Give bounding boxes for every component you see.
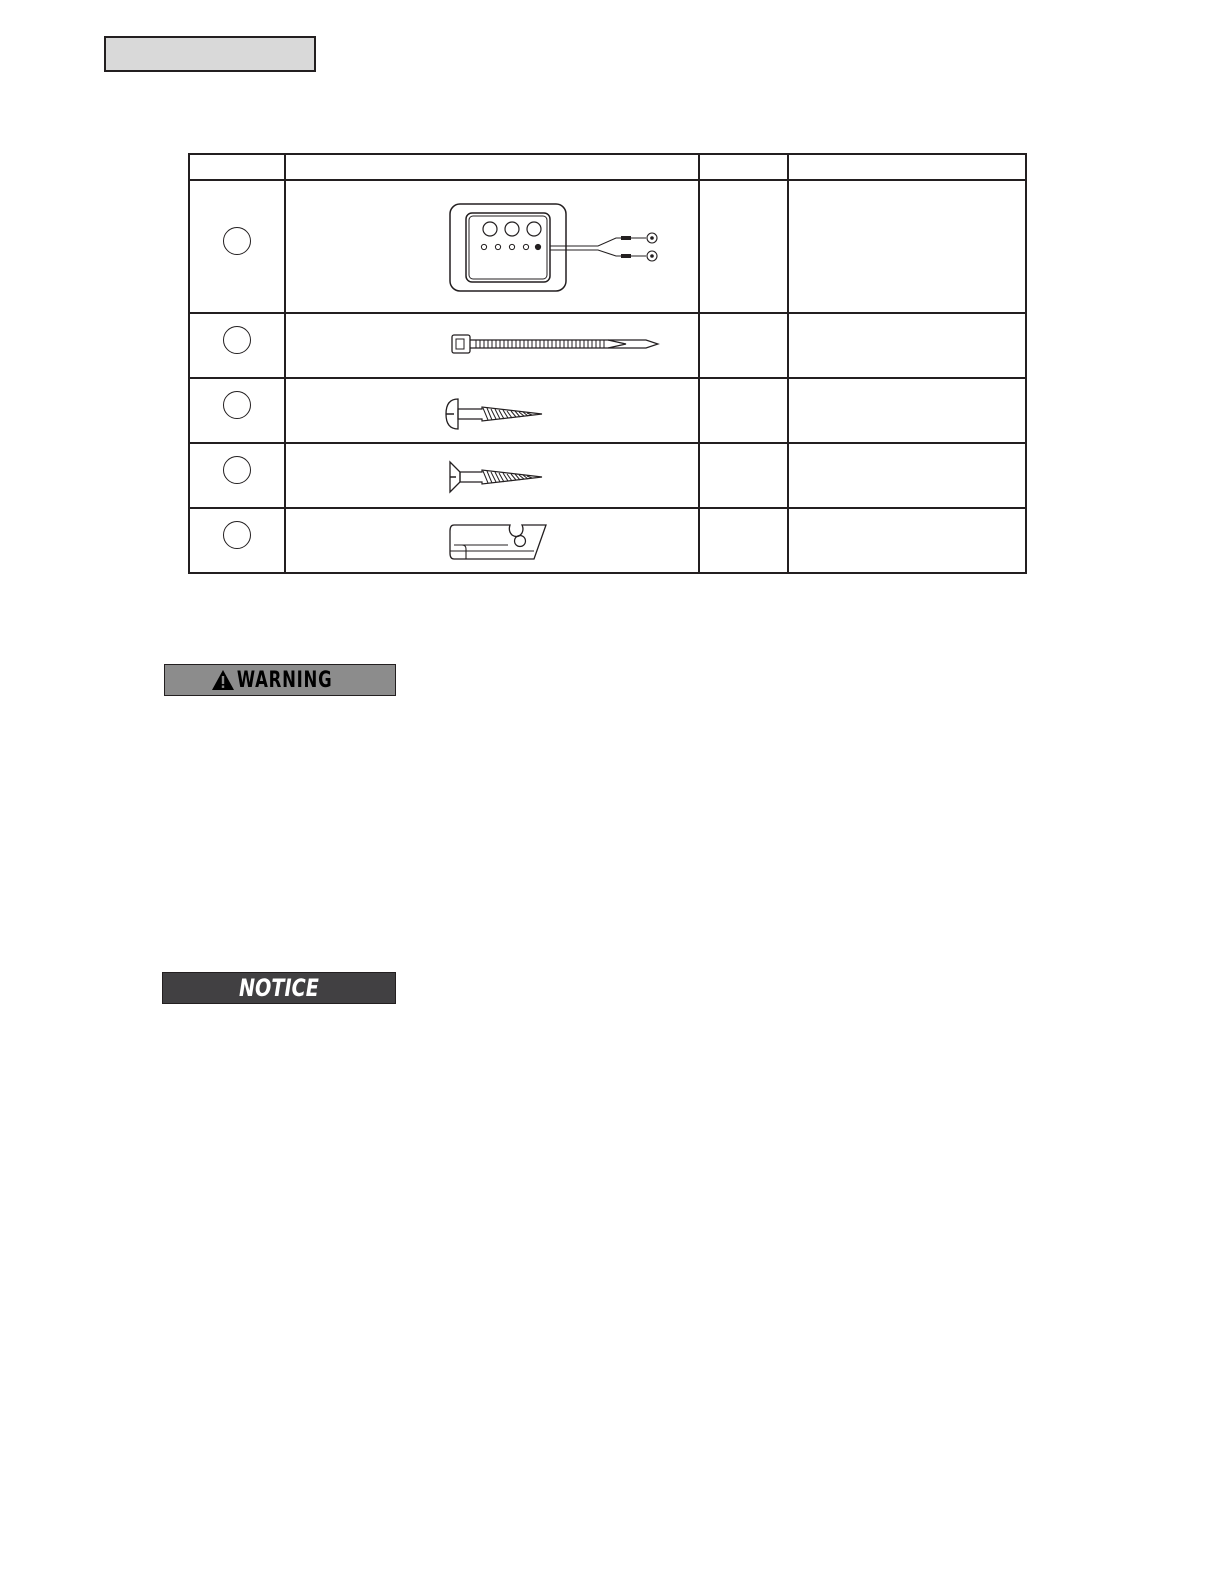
table-row [189, 508, 1026, 573]
header-no [189, 154, 285, 180]
quantity-cell [699, 443, 788, 508]
part-figure-cell [285, 378, 699, 443]
table-row [189, 378, 1026, 443]
row-number-cell [189, 378, 285, 443]
part-figure-cell [285, 313, 699, 378]
remarks-cell [788, 313, 1026, 378]
warning-triangle-icon [211, 669, 235, 691]
header-qty [699, 154, 788, 180]
header-part [285, 154, 699, 180]
row-number-cell [189, 508, 285, 573]
section-header-box [104, 36, 316, 72]
remarks-cell [788, 378, 1026, 443]
part-number-circle [223, 391, 251, 419]
remote-control-unit-icon [286, 181, 698, 309]
quantity-cell [699, 180, 788, 313]
mounting-bracket-icon [286, 509, 698, 569]
notice-label [162, 972, 396, 1004]
part-number-circle [223, 227, 251, 255]
part-figure-cell [285, 508, 699, 573]
remarks-cell [788, 508, 1026, 573]
table-row [189, 180, 1026, 313]
part-number-circle [223, 456, 251, 484]
quantity-cell [699, 378, 788, 443]
remarks-cell [788, 180, 1026, 313]
parts-table [188, 153, 1027, 574]
part-figure-cell [285, 180, 699, 313]
row-number-cell [189, 313, 285, 378]
header-remarks [788, 154, 1026, 180]
table-header-row [189, 154, 1026, 180]
table-row [189, 443, 1026, 508]
row-number-cell [189, 443, 285, 508]
remarks-cell [788, 443, 1026, 508]
notice-text: NOTICE [239, 974, 319, 1002]
warning-text: WARNING [237, 667, 333, 693]
table-row [189, 313, 1026, 378]
warning-label [164, 664, 396, 696]
part-number-circle [223, 326, 251, 354]
row-number-cell [189, 180, 285, 313]
cable-tie-icon [286, 314, 698, 374]
flat-head-screw-icon [286, 444, 698, 504]
round-head-screw-icon [286, 379, 698, 439]
part-figure-cell [285, 443, 699, 508]
part-number-circle [223, 521, 251, 549]
quantity-cell [699, 508, 788, 573]
quantity-cell [699, 313, 788, 378]
